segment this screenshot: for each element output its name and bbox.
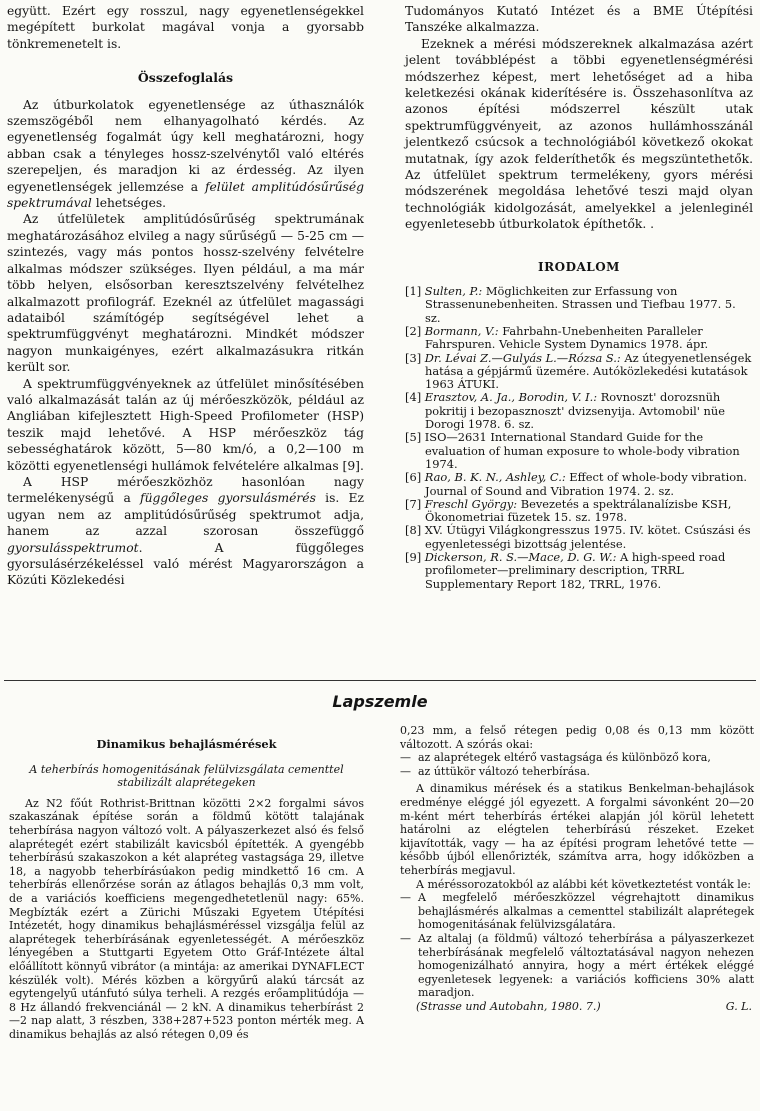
review-right-column: [400, 724, 754, 1013]
review-bullet-b1: — A megfelelő mérőeszközzel végrehajtott dinamikus behajlásmérés alkalmas a cementtel stabilizált alaprétegek homogenitásának felülvizsgálatára.: [400, 891, 754, 932]
reference-number: [6]: [405, 470, 422, 485]
reference-item: [405, 524, 753, 551]
review-title: Dinamikus behajlásmérések: [96, 737, 277, 751]
review-bullet-a1: — az alaprétegek eltérő vastagsága és különböző kora,: [400, 751, 711, 765]
review-paragraph-4: A méréssorozatokból az alábbi két következtetést vonták le:: [416, 877, 751, 891]
summary-paragraph-3: A spektrumfüggvényeknek az útfelület minősítésében való alkalmazását talán az új mérőeszközök, például az Angliában kifejlesztett High-Speed Profilometer (HSP) teszik majd lehetővé. A HSP mérőeszköz tág sebességhatárok között, 5—80 km/ó, a 0,2—100 m közötti egyenetlenségi hullámok felvételére alkalmas [9].: [7, 376, 364, 473]
left-column: [7, 3, 364, 589]
summary-p4-text-c: . A függőleges gyorsulásérzékeléssel való mérést Magyarországon a Közúti Közlekedési: [7, 540, 364, 588]
reference-text: A high-speed road profilometer—preliminary description, TRRL Supplementary Report 182, TRRL, 1976.: [425, 550, 726, 591]
summary-paragraph-4: [7, 474, 364, 589]
reference-author: Freschl György:: [424, 496, 518, 511]
review-bullet-b1-text: A megfelelő mérőeszközzel végrehajtott dinamikus behajlásmérés alkalmas a cementtel stabilizált alaprétegek homogenitásának felülvizsgálatára.: [418, 891, 754, 932]
reference-number: [2]: [405, 323, 422, 338]
summary-paragraph-1: [7, 97, 364, 212]
references-heading: IRODALOM: [538, 259, 620, 274]
review-author: G. L.: [725, 999, 752, 1013]
review-bullet-a2: — az úttükör változó teherbírása.: [400, 764, 591, 778]
review-bullet-a2-text: az úttükör változó teherbírása.: [418, 764, 591, 778]
reference-number: [8]: [405, 523, 422, 538]
summary-p4-emphasis-1: függőleges gyorsulásmérés: [140, 491, 316, 506]
summary-paragraph-2: Az útfelületek amplitúdósűrűség spektrumának meghatározásához elvileg a nagy sűrűségű — 5-25 cm — szintezés, vagy más pontos hossz-szelvény felvételre alkalmas módszer szükséges. Ilyen például, a ma már több helyen, elsősorban keresztszelvény felvételhez alkalmazott profilográf. Ezeknél az útfelület magassági adataiból számítógép segítségével lehet a spektrumfüggvényt meghatározni. Mindkét módszer nagyon munkaigényes, ezért alkalmazásukra ritkán került sor.: [7, 212, 364, 375]
section-divider: [4, 680, 756, 681]
reference-text: Az útegyenetlenségek hatása a gépjármű üzemére. Autóközlekedési kutatások 1963 ÁTUKI.: [425, 350, 752, 392]
review-paragraph-1: Az N2 főút Rothrist-Brittnan közötti 2×2 forgalmi sávos szakaszának építése során a földmű kötött talajának teherbírása nagyon változó volt. A pályaszerkezet alsó és felső alaprétegét ezért stabilizált kavicsból építették. A gyengébb teherbírású szakaszokon a két alapréteg vastagsága 29, illetve 18, a nagyobb teherbírásúakon pedig mindkettő 16 cm. A teherbírás ellenőrzése során az átlagos behajlás 0,3 mm volt, de a variációs koefficiens megengedhetetlenül nagy: 65%. Megbízták ezért a Zürichi Műszaki Egyetem Útépítési Intézetét, hogy dinamikus behajlásméréssel vizsgálja felül az alaprétegek teherbírásának egyenletességét. A mérőeszköz lényegében a Stuttgarti Egyetem Otto Gráf-Intézete által előállított könnyű vibrátor (a mintája: az amerikai DYNAFLECT készülék volt). Mérés közben a körgyűrű alakú tárcsát az egytengelyű utánfutó súlya terheli. A rezgés erőamplitúdója — 8 Hz állandó frekvenciánál — 2 kN. A dinamikus teherbírást 2—2 nap alatt, 3 részben, 338+287+523 ponton mérték meg. A dinamikus behajlás az alsó rétegen 0,09 és: [9, 796, 364, 1041]
intro-paragraph: együtt. Ezért egy rosszul, nagy egyenetlenségekkel megépített burkolat magával vonja a gyorsabb tönkremenetelt is.: [7, 4, 364, 51]
reference-item: [405, 352, 753, 392]
review-paragraph-3: A dinamikus mérések és a statikus Benkelman-behajlások eredménye eléggé jól egyezett. A forgalmi sávonként 20—20 m-ként mért teherbírás értékei alapján jól körül lehetett határolni az elégtelen teherbírású részeket. Ezeket kijavították, vagy — ha az építési program lehetővé tette — később újból ellenőrizték, számítva arra, hogy időközben a teherbírás megjavul.: [400, 782, 754, 877]
references-list: [405, 285, 753, 591]
reference-number: [3]: [405, 350, 422, 365]
reference-text: Bevezetés a spektrálanalízisbe KSH, Ökonometriai füzetek 15. sz. 1978.: [425, 496, 732, 525]
reference-text: Rovnoszt' dorozsnüh pokritij i bezopasznoszt' dvizsenyija. Avtomobil' nüe Dorogi 1978. 6. sz.: [425, 390, 725, 432]
continued-paragraph: Tudományos Kutató Intézet és a BME Útépítési Tanszéke alkalmazza.: [405, 4, 753, 35]
reference-author: Dr. Lévai Z.—Gulyás L.—Rózsa S.:: [424, 350, 621, 365]
reference-author: Dickerson, R. S.—Mace, D. G. W.:: [424, 550, 617, 565]
section-title: Lapszemle: [332, 692, 428, 711]
summary-heading: Összefoglalás: [137, 70, 234, 86]
reference-number: [9]: [405, 550, 422, 565]
reference-author: Erasztov, A. Ja., Borodin, V. I.:: [424, 390, 598, 405]
reference-item: [405, 471, 753, 498]
reference-text: ISO—2631 International Standard Guide for the evaluation of human exposure to whole-body vibration 1974.: [424, 430, 740, 471]
review-subtitle: A teherbírás homogenitásának felülvizsgálata cementtel stabilizált alaprétegeken: [29, 762, 344, 790]
summary-p1-text-a: Az útburkolatok egyenetlensége az úthasználók szemszögéből nem elhanyagolható kérdés. Az egyenetlenség fogalmát úgy kell meghatározni, hogy abban csak a tényleges hossz-szelvénytől való eltérés szerepeljen, és maradjon ki az érdesség. Az ilyen egyenetlenségek jellemzése a: [7, 97, 364, 194]
review-source-line: [400, 1000, 754, 1014]
reference-text: XV. Útügyi Világkongresszus 1975. IV. kötet. Csúszási és egyenletességi bizottság jelentése.: [424, 523, 751, 551]
summary-p1-text-b: lehetséges.: [91, 196, 167, 211]
reference-number: [7]: [405, 496, 422, 511]
reference-number: [1]: [405, 284, 422, 299]
review-paragraph-2: 0,23 mm, a felső rétegen pedig 0,08 és 0,13 mm között változott. A szórás okai:: [400, 724, 754, 751]
summary-p4-text-b: is. Ez ugyan nem az amplitúdósűrűség spektrumot adja, hanem az azzal szorosan összefüggő: [7, 491, 364, 539]
reference-author: Rao, B. K. N., Ashley, C.:: [424, 470, 566, 485]
reference-number: [4]: [405, 390, 422, 405]
reference-text: Möglichkeiten zur Erfassung von Strassenunebenheiten. Strassen und Tiefbau 1977. 5. sz.: [425, 284, 736, 325]
reference-item: [405, 431, 753, 471]
summary-p4-emphasis-2: gyorsulásspektrumot: [7, 540, 139, 555]
reference-number: [5]: [405, 430, 422, 445]
review-source: (Strasse und Autobahn, 1980. 7.): [416, 999, 601, 1013]
reference-author: Sulten, P.:: [424, 284, 483, 299]
reference-item: [405, 391, 753, 431]
right-column: [405, 3, 753, 591]
reference-item: [405, 285, 753, 325]
summary-paragraph-5: Ezeknek a mérési módszereknek alkalmazása azért jelent továbblépést a többi egyenetlenségmérési módszerhez képest, mert lehetőséget ad a hiba keletkezési okának kiderítésére is. Összehasonlítva az azonos építési módszerrel készült utak spektrumfüggvényeit, az azonos hullámhosszánál jelentkező csúcsok a technológiából következő okokat mutatnak, így azok felderíthetők és megszüntethetők. Az útfelület spektrum termelékeny, gyors mérési módszerének megoldása lehetővé teszi majd olyan technológiák kidolgozását, amelyekkel a jelenleginél egyenletesebb útburkolatok építhetők. .: [405, 36, 753, 232]
reference-text: Fahrbahn-Unebenheiten Paralleler Fahrspuren. Vehicle System Dynamics 1978. ápr.: [425, 323, 709, 352]
reference-author: Bormann, V.:: [424, 323, 499, 338]
reference-item: [405, 498, 753, 525]
review-left-column: [9, 738, 364, 1041]
summary-p1-emphasis: felület amplitúdósűrűség spektrumával: [7, 179, 364, 211]
reference-text: Effect of whole-body vibration. Journal of Sound and Vibration 1974. 2. sz.: [425, 470, 748, 498]
review-bullet-b2: — Az altalaj (a földmű) változó teherbírása a pályaszerkezet teherbírásának megfelelő változtatásával nagyon nehezen homogenizálható annyira, hogy a mért értékek eléggé egyenletesek legyenek: a variációs kofficiens 30% alatt maradjon.: [400, 931, 754, 1000]
review-bullet-a1-text: az alaprétegek eltérő vastagsága és különböző kora,: [418, 751, 711, 765]
reference-item: [405, 551, 753, 591]
summary-p4-text-a: A HSP mérőeszközhöz hasonlóan nagy termelékenységű a: [7, 474, 364, 506]
review-bullet-b2-text: Az altalaj (a földmű) változó teherbírása a pályaszerkezet teherbírásának megfelelő változtatásával nagyon nehezen homogenizálható annyira, hogy a mért értékek eléggé egyenletesek legyenek: a variációs kofficiens 30% alatt maradjon.: [418, 931, 754, 1000]
reference-item: [405, 325, 753, 352]
